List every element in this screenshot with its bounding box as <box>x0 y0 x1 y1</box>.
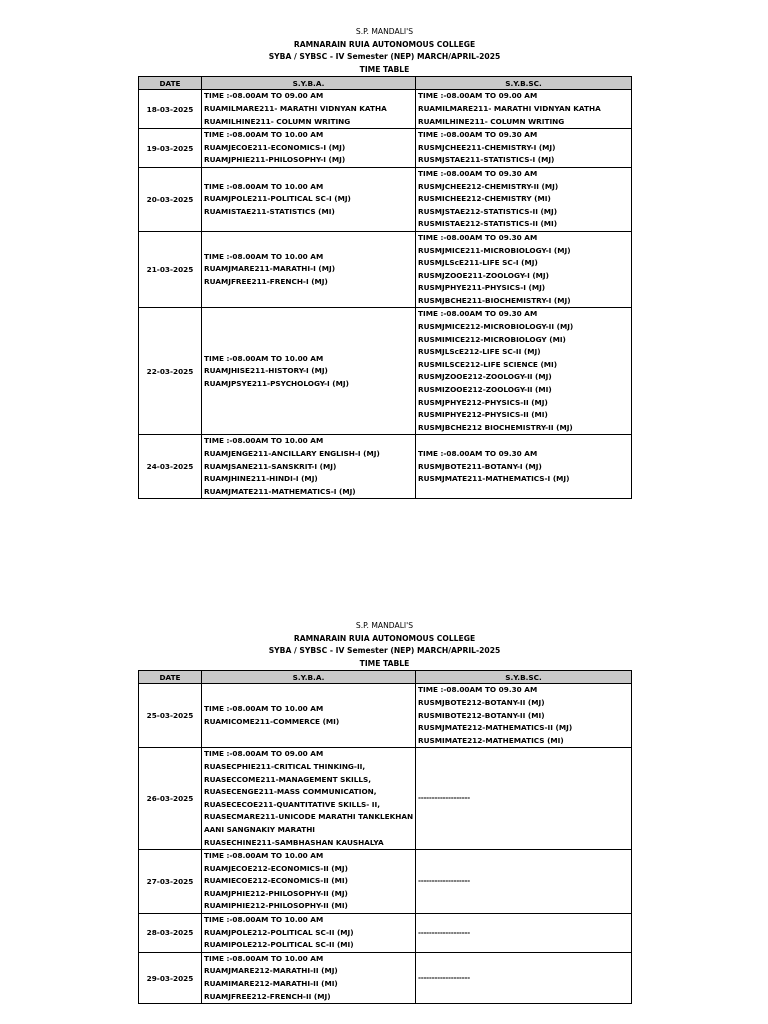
table-header-row <box>139 77 632 90</box>
org-name: S.P. MANDALI'S <box>355 621 414 630</box>
course-entry: RUSMJZOOE212-ZOOLOGY-II (MJ) <box>418 372 552 382</box>
syba-cell <box>202 167 416 231</box>
course-entry: RUAMIPHIE212-PHILOSOPHY-II (MI) <box>204 901 348 911</box>
table-row <box>139 850 632 914</box>
exam-date: 27-03-2025 <box>139 850 202 914</box>
syba-cell <box>202 435 416 499</box>
exam-time: TIME :-08.00AM TO 10.00 AM <box>204 251 324 261</box>
course-entry: RUASECPHIE211-CRITICAL THINKING-II, <box>204 761 366 771</box>
exam-date: 24-03-2025 <box>139 435 202 499</box>
no-exam-placeholder: ------------------- <box>418 927 470 937</box>
exam-time: TIME :-08.00AM TO 09.30 AM <box>418 130 538 140</box>
exam-time: TIME :-08.00AM TO 09.00 AM <box>204 749 324 759</box>
exam-time: TIME :-08.00AM TO 10.00 AM <box>204 851 324 861</box>
exam-date: 20-03-2025 <box>139 167 202 231</box>
timetable-section-1 <box>138 26 631 499</box>
course-entry: RUSMJBCHE211-BIOCHEMISTRY-I (MJ) <box>418 295 571 305</box>
course-entry: AANI SANGNAKIY MARATHI <box>204 824 316 834</box>
sybsc-cell <box>416 952 632 1003</box>
column-header-syba: S.Y.B.A. <box>202 77 416 90</box>
course-entry: RUASECHINE211-SAMBHASHAN KAUSHALYA <box>204 837 384 847</box>
table-row <box>139 167 632 231</box>
course-entry: RUSMIMICE212-MICROBIOLOGY (MI) <box>418 334 566 344</box>
exam-time: TIME :-08.00AM TO 10.00 AM <box>204 915 324 925</box>
column-header-syba: S.Y.B.A. <box>202 671 416 684</box>
exam-time: TIME :-08.00AM TO 10.00 AM <box>204 953 324 963</box>
syba-cell <box>202 850 416 914</box>
exam-time: TIME :-08.00AM TO 10.00 AM <box>204 353 324 363</box>
course-entry: RUAMJECOE211-ECONOMICS-I (MJ) <box>204 142 346 152</box>
column-header-sybsc: S.Y.B.SC. <box>416 77 632 90</box>
timetable-table <box>138 670 632 1004</box>
course-entry: RUSMJSTAE211-STATISTICS-I (MJ) <box>418 155 555 165</box>
exam-date: 28-03-2025 <box>139 914 202 953</box>
sybsc-cell <box>416 90 632 129</box>
table-row <box>139 90 632 129</box>
exam-time: TIME :-08.00AM TO 09.30 AM <box>418 168 538 178</box>
exam-time: TIME :-08.00AM TO 10.00 AM <box>204 130 324 140</box>
sybsc-cell <box>416 308 632 435</box>
course-entry: RUAMJPOLE212-POLITICAL SC-II (MJ) <box>204 927 354 937</box>
course-entry: RUSMICHEE212-CHEMISTRY (MI) <box>418 194 551 204</box>
sybsc-cell <box>416 684 632 748</box>
timetable-title: TIME TABLE <box>359 64 410 74</box>
course-entry: RUASECCOME211-MANAGEMENT SKILLS, <box>204 774 372 784</box>
syba-cell <box>202 684 416 748</box>
course-entry: RUAMJPHIE211-PHILOSOPHY-I (MJ) <box>204 155 346 165</box>
course-entry: RUAMJMARE212-MARATHI-II (MJ) <box>204 966 338 976</box>
exam-time: TIME :-08.00AM TO 09.00 AM <box>204 91 324 101</box>
course-entry: RUSMJPHYE211-PHYSICS-I (MJ) <box>418 283 546 293</box>
exam-date: 19-03-2025 <box>139 129 202 168</box>
course-entry: RUSMIBOTE212-BOTANY-II (MI) <box>418 710 545 720</box>
sybsc-cell <box>416 167 632 231</box>
course-entry: RUSMJCHEE212-CHEMISTRY-II (MJ) <box>418 181 559 191</box>
exam-time: TIME :-08.00AM TO 10.00 AM <box>204 181 324 191</box>
course-entry: RUSMJMICE212-MICROBIOLOGY-II (MJ) <box>418 322 574 332</box>
course-entry: RUAMJPHIE212-PHILOSOPHY-II (MJ) <box>204 888 348 898</box>
course-entry: RUAMICOME211-COMMERCE (MI) <box>204 716 340 726</box>
exam-time: TIME :-08.00AM TO 09.00 AM <box>418 91 538 101</box>
course-entry: RUAMJFREE211-FRENCH-I (MJ) <box>204 276 328 286</box>
syba-cell <box>202 914 416 953</box>
course-entry: RUAMJMARE211-MARATHI-I (MJ) <box>204 264 336 274</box>
sybsc-cell <box>416 231 632 308</box>
course-entry: RUAMIPOLE212-POLITICAL SC-II (MI) <box>204 940 354 950</box>
table-row <box>139 748 632 850</box>
exam-time: TIME :-08.00AM TO 09.30 AM <box>418 449 538 458</box>
table-row <box>139 952 632 1003</box>
column-header-date: DATE <box>139 671 202 684</box>
column-header-date: DATE <box>139 77 202 90</box>
course-entry: RUSMIZOOE212-ZOOLOGY-II (MI) <box>418 385 552 395</box>
sybsc-cell <box>416 129 632 168</box>
course-entry: RUAMILHINE211- COLUMN WRITING <box>204 116 351 126</box>
syba-cell <box>202 129 416 168</box>
course-entry: RUAMISTAE211-STATISTICS (MI) <box>204 206 335 216</box>
exam-time: TIME :-08.00AM TO 09.30 AM <box>418 232 538 242</box>
timetable-section-2 <box>138 620 631 1004</box>
course-entry: RUSMJCHEE211-CHEMISTRY-I (MJ) <box>418 142 556 152</box>
timetable-table <box>138 76 632 499</box>
exam-title: SYBA / SYBSC - IV Semester (NEP) MARCH/APRIL-2025 <box>268 52 501 62</box>
document-header <box>138 26 631 76</box>
course-entry: RUAMJECOE212-ECONOMICS-II (MJ) <box>204 863 348 873</box>
no-exam-placeholder: ------------------- <box>418 972 470 982</box>
exam-time: TIME :-08.00AM TO 10.00 AM <box>204 704 324 714</box>
course-entry: RUAMJMATE211-MATHEMATICS-I (MJ) <box>204 486 356 496</box>
exam-date: 18-03-2025 <box>139 90 202 129</box>
course-entry: RUAMILMARE211- MARATHI VIDNYAN KATHA <box>204 103 387 113</box>
college-name: RAMNARAIN RUIA AUTONOMOUS COLLEGE <box>293 633 476 643</box>
exam-title: SYBA / SYBSC - IV Semester (NEP) MARCH/APRIL-2025 <box>268 646 501 656</box>
course-entry: RUSMJBOTE212-BOTANY-II (MJ) <box>418 697 545 707</box>
course-entry: RUAMJENGE211-ANCILLARY ENGLISH-I (MJ) <box>204 449 380 458</box>
table-row <box>139 914 632 953</box>
syba-cell <box>202 231 416 308</box>
course-entry: RUSMJMATE212-MATHEMATICS-II (MJ) <box>418 723 573 733</box>
sybsc-cell <box>416 748 632 850</box>
no-exam-placeholder: ------------------- <box>418 793 470 803</box>
sybsc-cell <box>416 914 632 953</box>
course-entry: RUAMILMARE211- MARATHI VIDNYAN KATHA <box>418 103 601 113</box>
table-body <box>139 684 632 1004</box>
course-entry: RUSMJPHYE212-PHYSICS-II (MJ) <box>418 397 548 407</box>
course-entry: RUSMJLScE212-LIFE SC-II (MJ) <box>418 347 541 357</box>
course-entry: RUSMISTAE212-STATISTICS-II (MI) <box>418 219 558 229</box>
course-entry: RUAMIMARE212-MARATHI-II (MI) <box>204 979 338 989</box>
sybsc-cell <box>416 850 632 914</box>
syba-cell <box>202 748 416 850</box>
org-name: S.P. MANDALI'S <box>355 27 414 36</box>
course-entry: RUAMJSANE211-SANSKRIT-I (MJ) <box>204 461 337 471</box>
timetable-title: TIME TABLE <box>359 658 410 668</box>
document-header <box>138 620 631 670</box>
course-entry: RUASECENGE211-MASS COMMUNICATION, <box>204 787 377 797</box>
exam-date: 21-03-2025 <box>139 231 202 308</box>
column-header-sybsc: S.Y.B.SC. <box>416 671 632 684</box>
course-entry: RUAMJHINE211-HINDI-I (MJ) <box>204 474 318 484</box>
course-entry: RUSMIMATE212-MATHEMATICS (MI) <box>418 735 564 745</box>
syba-cell <box>202 90 416 129</box>
table-row <box>139 435 632 499</box>
course-entry: RUSMJMICE211-MICROBIOLOGY-I (MJ) <box>418 245 571 255</box>
table-body <box>139 90 632 499</box>
course-entry: RUSMJZOOE211-ZOOLOGY-I (MJ) <box>418 270 549 280</box>
course-entry: RUASECECOE211-QUANTITATIVE SKILLS- II, <box>204 799 381 809</box>
course-entry: RUSMJBOTE211-BOTANY-I (MJ) <box>418 461 542 471</box>
course-entry: RUAMJPSYE211-PSYCHOLOGY-I (MJ) <box>204 378 349 388</box>
table-row <box>139 129 632 168</box>
table-header-row <box>139 671 632 684</box>
course-entry: RUAMJPOLE211-POLITICAL SC-I (MJ) <box>204 194 351 204</box>
sybsc-cell <box>416 435 632 499</box>
syba-cell <box>202 952 416 1003</box>
table-row <box>139 231 632 308</box>
no-exam-placeholder: ------------------- <box>418 876 470 886</box>
course-entry: RUSMJLScE211-LIFE SC-I (MJ) <box>418 258 538 268</box>
course-entry: RUAMJFREE212-FRENCH-II (MJ) <box>204 991 331 1001</box>
exam-date: 29-03-2025 <box>139 952 202 1003</box>
exam-time: TIME :-08.00AM TO 10.00 AM <box>204 436 324 446</box>
exam-date: 25-03-2025 <box>139 684 202 748</box>
course-entry: RUSMILSCE212-LIFE SCIENCE (MI) <box>418 359 558 369</box>
course-entry: RUAMJHISE211-HISTORY-I (MJ) <box>204 366 328 376</box>
course-entry: RUSMIPHYE212-PHYSICS-II (MI) <box>418 410 548 420</box>
course-entry: RUAMILHINE211- COLUMN WRITING <box>418 116 565 126</box>
table-row <box>139 684 632 748</box>
table-row <box>139 308 632 435</box>
exam-time: TIME :-08.00AM TO 09.30 AM <box>418 309 538 319</box>
course-entry: RUSMJMATE211-MATHEMATICS-I (MJ) <box>418 474 570 484</box>
exam-time: TIME :-08.00AM TO 09.30 AM <box>418 685 538 695</box>
syba-cell <box>202 308 416 435</box>
exam-date: 26-03-2025 <box>139 748 202 850</box>
course-entry: RUASECMARE211-UNICODE MARATHI TANKLEKHAN <box>204 812 414 822</box>
college-name: RAMNARAIN RUIA AUTONOMOUS COLLEGE <box>293 39 476 49</box>
course-entry: RUSMJBCHE212 BIOCHEMISTRY-II (MJ) <box>418 422 573 432</box>
course-entry: RUAMIECOE212-ECONOMICS-II (MI) <box>204 876 348 886</box>
exam-date: 22-03-2025 <box>139 308 202 435</box>
course-entry: RUSMJSTAE212-STATISTICS-II (MJ) <box>418 206 558 216</box>
